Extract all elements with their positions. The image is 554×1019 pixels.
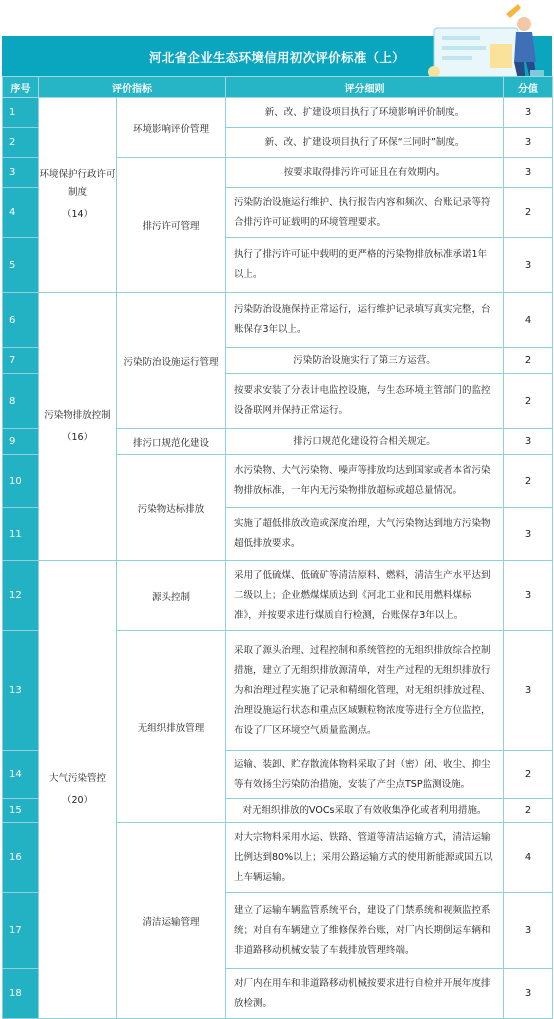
detail-cell: 运输、装卸、贮存散流体物料采取了封（密）闭、收尘、抑尘等有效扬尘污染防治措施，安装了产尘点TSP监测设施。	[226, 751, 504, 799]
row-number: 3	[3, 158, 39, 188]
header-score: 分值	[504, 77, 553, 98]
table-row	[3, 98, 553, 128]
row-number: 18	[3, 969, 39, 1019]
score-cell: 2	[504, 751, 553, 799]
detail-cell: 采取了源头治理、过程控制和系统管控的无组织排放综合控制措施，建立了无组织排放源清单，对生产过程的无组织排放行为和治理过程实施了记录和精细化管理，对无组织排放过程、治理设施运行状态和重点区域颗粒物浓度等进行全方位监控，布设了厂区环境空气质量监测点。	[226, 631, 504, 751]
row-number: 7	[3, 348, 39, 374]
detail-cell: 新、改、扩建设项目执行了环境影响评价制度。	[226, 98, 504, 128]
category-name: 污染物排放控制	[44, 409, 111, 421]
row-number: 11	[3, 508, 39, 561]
score-cell: 4	[504, 823, 553, 893]
score-cell: 4	[504, 293, 553, 348]
score-cell: 3	[504, 429, 553, 455]
indicator-cell: 排污口规范化建设	[117, 429, 226, 455]
category-name: 环境保护行政许可制度	[39, 169, 116, 198]
detail-cell: 执行了排污许可证中载明的更严格的污染物排放标准承诺1年以上。	[226, 238, 504, 293]
score-cell: 2	[504, 799, 553, 823]
header-num: 序号	[3, 77, 39, 98]
score-cell: 3	[504, 128, 553, 158]
detail-cell: 建立了运输车辆监管系统平台，建设了门禁系统和视频监控系统；对自有车辆建立了维修保养台账，对厂内长期倒运车辆和非道路移动机械安装了车载排放管理终端。	[226, 893, 504, 969]
detail-cell: 采用了低硫煤、低硫矿等清洁原料、燃料，清洁生产水平达到二级以上；企业燃煤煤质达到《河北工业和民用燃料煤标准》，并按要求进行煤质自行检测，台账保存3年以上。	[226, 561, 504, 631]
score-cell: 3	[504, 561, 553, 631]
page-title: 河北省企业生态环境信用初次评价标准（上）	[148, 50, 405, 65]
indicator-cell: 污染物达标排放	[117, 455, 226, 561]
row-number: 6	[3, 293, 39, 348]
score-cell: 2	[504, 455, 553, 508]
row-number: 8	[3, 374, 39, 429]
row-number: 2	[3, 128, 39, 158]
row-number: 9	[3, 429, 39, 455]
detail-cell: 新、改、扩建设项目执行了环保“三同时”制度。	[226, 128, 504, 158]
score-cell: 3	[504, 631, 553, 751]
category-cell	[39, 561, 117, 1019]
table-header-row	[3, 77, 553, 98]
detail-cell: 水污染物、大气污染物、噪声等排放均达到国家或者本省污染物排放标准，一年内无污染物排放超标或超总量情况。	[226, 455, 504, 508]
evaluation-table	[2, 76, 553, 1019]
row-number: 10	[3, 455, 39, 508]
detail-cell: 按要求安装了分表计电监控设施，与生态环境主管部门的监控设备联网并保持正常运行。	[226, 374, 504, 429]
detail-cell: 污染防治设施实行了第三方运营。	[226, 348, 504, 374]
row-number: 14	[3, 751, 39, 799]
row-number: 12	[3, 561, 39, 631]
indicator-cell: 排污许可管理	[117, 158, 226, 293]
row-number: 1	[3, 98, 39, 128]
detail-cell: 排污口规范化建设符合相关规定。	[226, 429, 504, 455]
indicator-cell: 清洁运输管理	[117, 823, 226, 1019]
table-row	[3, 293, 553, 348]
score-cell: 2	[504, 188, 553, 238]
score-cell: 3	[504, 508, 553, 561]
row-number: 5	[3, 238, 39, 293]
score-cell: 3	[504, 98, 553, 128]
score-cell: 2	[504, 348, 553, 374]
category-points: （16）	[61, 431, 94, 443]
row-number: 15	[3, 799, 39, 823]
score-cell: 3	[504, 238, 553, 293]
detail-cell: 对厂内在用车和非道路移动机械按要求进行自检并开展年度排放检测。	[226, 969, 504, 1019]
detail-cell: 对无组织排放的VOCs采取了有效收集净化或者利用措施。	[226, 799, 504, 823]
detail-cell: 对大宗物料采用水运、铁路、管道等清洁运输方式，清洁运输比例达到80%以上；采用公路运输方式的使用新能源或国五以上车辆运输。	[226, 823, 504, 893]
indicator-cell: 源头控制	[117, 561, 226, 631]
score-cell: 2	[504, 374, 553, 429]
category-points: （14）	[61, 209, 94, 220]
row-number: 4	[3, 188, 39, 238]
category-cell	[39, 293, 117, 561]
category-name: 大气污染管控	[48, 772, 106, 784]
score-cell: 3	[504, 969, 553, 1019]
detail-cell: 污染防治设施保持正常运行，运行维护记录填写真实完整，台账保存3年以上。	[226, 293, 504, 348]
detail-cell: 按要求取得排污许可证且在有效期内。	[226, 158, 504, 188]
row-number: 17	[3, 893, 39, 969]
header-category: 评价指标	[39, 77, 226, 98]
category-cell	[39, 98, 117, 293]
row-number: 13	[3, 631, 39, 751]
row-number: 16	[3, 823, 39, 893]
detail-cell: 实施了超低排放改造或深度治理，大气污染物达到地方污染物超低排放要求。	[226, 508, 504, 561]
category-points: （20）	[61, 794, 94, 806]
score-cell: 3	[504, 158, 553, 188]
score-cell: 3	[504, 893, 553, 969]
indicator-cell: 环境影响评价管理	[117, 98, 226, 158]
indicator-cell: 无组织排放管理	[117, 631, 226, 823]
detail-cell: 污染防治设施运行维护、执行报告内容和频次、台账记录等符合排污许可证载明的环境管理要求。	[226, 188, 504, 238]
header-detail: 评分细则	[226, 77, 504, 98]
table-row	[3, 561, 553, 631]
indicator-cell: 污染防治设施运行管理	[117, 293, 226, 429]
